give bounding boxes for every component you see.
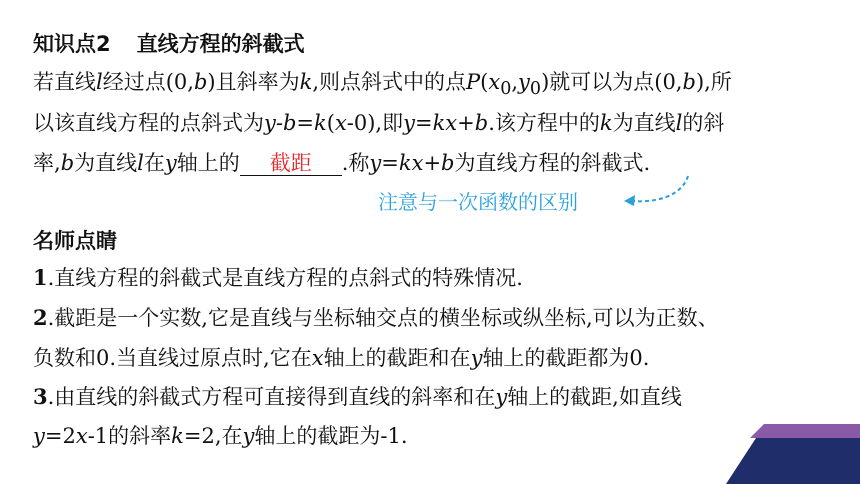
var: b [60,151,75,175]
var: y [470,346,483,370]
var: x [75,424,88,448]
corner-decoration [726,424,860,484]
section-subtitle: 直线方程的斜截式 [136,32,305,56]
subscript: 0 [500,79,512,100]
var: l [96,70,103,94]
tip-2-line-2 [33,343,649,373]
var: l [675,111,683,135]
text: =2,在 [183,424,243,448]
text: 为直线 [74,151,138,175]
var: x [488,70,501,94]
text: )且斜率为 [207,70,300,94]
text: 以该直线方程的点斜式为 [33,111,264,135]
var: k [171,424,184,448]
text: 经过点(0, [102,70,194,94]
text: 负数和0.当直线过原点时,它在 [33,346,312,370]
text: 轴上的截距都为0. [482,346,650,370]
text: ( [480,70,489,94]
fill-in-blank-answer: 截距 [240,151,342,176]
tip-1 [33,263,523,293]
text: .由直线的斜截式方程可直接得到直线的斜率和在 [47,385,496,409]
var: y [33,424,45,448]
var: x [334,111,347,135]
text: 为直线 [612,111,676,135]
paragraph-line-1 [33,67,732,104]
subscript: 0 [529,79,542,100]
text: 若直线 [33,70,96,94]
formula: y=kx+b [369,151,455,175]
tip-3-line-1 [33,382,682,412]
text: -0),即 [346,111,404,135]
var: y [495,385,508,409]
text: .该方程中的 [488,111,600,135]
tips-title: 名师点睛 [33,229,117,253]
text: 轴上的 [176,151,240,175]
tip-number: 2 [33,305,48,330]
tip-3-line-2 [33,421,408,451]
var: k [299,70,313,94]
paragraph-line-3 [33,148,650,178]
var: b [193,70,208,94]
annotation-note: 注意与一次函数的区别 [378,190,578,214]
text: .截距是一个实数,它是直线与坐标轴交点的横坐标或纵坐标,可以为正数、 [47,306,719,330]
text: 轴上的截距为-1. [254,424,408,448]
formula: y=kx+b [403,111,489,135]
var: P [466,70,481,94]
text: .称 [341,151,370,175]
text: 轴上的截距,如直线 [507,385,682,409]
text: )就可以为点(0, [541,70,683,94]
paragraph-line-2 [33,108,724,138]
tip-number: 3 [33,384,48,409]
text: 为直线方程的斜截式. [454,151,651,175]
text: 的斜 [682,111,725,135]
text: -1的斜率 [87,424,172,448]
text: ),所 [695,70,732,94]
var: l [137,151,144,175]
text: .直线方程的斜截式是直线方程的点斜式的特殊情况. [47,266,523,290]
curved-arrow-icon [622,170,694,210]
text: =2 [44,424,76,448]
text: 率, [33,151,61,175]
text: 在 [143,151,165,175]
var: k [599,111,613,135]
text: ,则点斜式中的点 [312,70,467,94]
var: y [164,151,177,175]
tip-2-line-1 [33,303,719,333]
var: x [311,346,324,370]
var: y [242,424,255,448]
text: ( [326,111,335,135]
var: y [518,70,530,94]
text: 轴上的截距和在 [323,346,471,370]
var: b [682,70,696,94]
formula: y-b=k [264,111,327,135]
section-title: 知识点2 [33,32,111,56]
section-heading [33,29,305,59]
text: , [511,70,519,94]
tip-number: 1 [33,265,48,290]
